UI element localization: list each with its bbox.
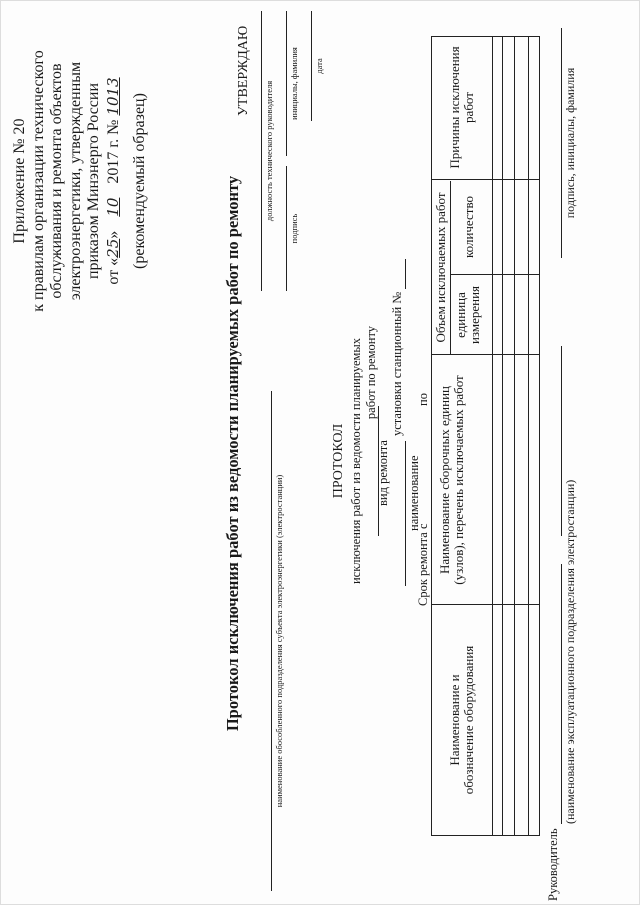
position-line — [261, 11, 262, 291]
head-caption: (наименование эксплуатационного подразделения электростанции) — [563, 479, 577, 824]
sign-line — [561, 346, 562, 536]
head-label: Руководитель — [546, 828, 560, 901]
repair-type-caption: вид ремонта — [376, 440, 390, 506]
table-col-divider-2 — [432, 354, 539, 355]
column-header-quantity: количество — [461, 195, 476, 259]
date-day: 25 — [103, 238, 122, 258]
name-caption: инициалы, фамилия — [289, 47, 299, 120]
table-group-rule — [450, 181, 451, 355]
date-sep-2: 2017 г. № — [104, 119, 122, 184]
unit-name-line — [405, 441, 406, 586]
table-subcol-divider — [450, 274, 539, 275]
unit-label: установки станционный № — [390, 291, 404, 436]
rotated-form — [1, 1, 640, 906]
sign-name-line — [561, 28, 562, 258]
main-title: Протокол исключения работ из ведомости планируемых работ по ремонту — [223, 175, 242, 732]
name-line — [286, 11, 287, 156]
unit-number-line — [405, 259, 406, 289]
table-row-rule-1 — [502, 37, 503, 835]
table-row-rule-2 — [514, 37, 515, 835]
subdivision-line — [271, 391, 272, 891]
column-header-volume-group: Объем исключаемых работ — [433, 192, 448, 343]
appendix-line-2: обслуживания и ремонта объектов — [48, 63, 65, 299]
sign-caption: подпись, инициалы, фамилия — [563, 67, 577, 219]
appendix-block — [11, 11, 150, 351]
table-col-divider-3 — [432, 179, 539, 180]
date-sep-1: » — [104, 230, 122, 239]
column-header-equipment: Наименование и обозначение оборудования — [447, 645, 476, 795]
protocol-line-1: исключения работ из ведомости планируемых — [349, 337, 363, 585]
column-header-assembly: Наименование сборочных единиц (узлов), перечень исключаемых работ — [437, 375, 466, 585]
date-line — [311, 11, 312, 121]
appendix-line-4: приказом Минэнерго России — [85, 82, 102, 280]
table-col-divider-1 — [432, 604, 539, 605]
date-month: 10 — [103, 197, 122, 217]
date-prefix: от « — [104, 257, 122, 285]
appendix-number: Приложение № 20 — [11, 118, 28, 244]
period-to-label: по — [416, 393, 430, 406]
exclusion-table — [431, 36, 540, 836]
approval-title: УТВЕРЖДАЮ — [236, 25, 251, 116]
appendix-date-line — [104, 11, 124, 351]
date-caption: дата — [314, 58, 324, 74]
table-header-rule — [492, 37, 493, 835]
head-line — [561, 564, 562, 824]
signature-caption: подпись — [289, 213, 299, 244]
appendix-line-3: электроэнергетики, утвержденным — [66, 61, 84, 301]
subdivision-caption: наименование обособленного подразделения субъекта электроэнергетики (электростанции) — [274, 474, 284, 808]
sample-note: (рекомендуемый образец) — [131, 93, 148, 269]
appendix-line-1: к правилам организации технического — [29, 50, 47, 312]
protocol-line-2: работ по ремонту — [364, 326, 378, 420]
signature-line — [286, 166, 287, 291]
position-caption: должность технического руководителя — [264, 80, 274, 222]
table-row-rule-3 — [528, 37, 529, 835]
date-number: 1013 — [103, 77, 122, 116]
column-header-reasons: Причины исключения работ — [447, 46, 476, 169]
protocol-title: ПРОТОКОЛ — [331, 423, 346, 499]
column-header-unit: единица измерения — [453, 285, 482, 345]
name-caption: наименование — [407, 455, 421, 531]
period-from-label: Срок ремонта с — [416, 523, 430, 606]
